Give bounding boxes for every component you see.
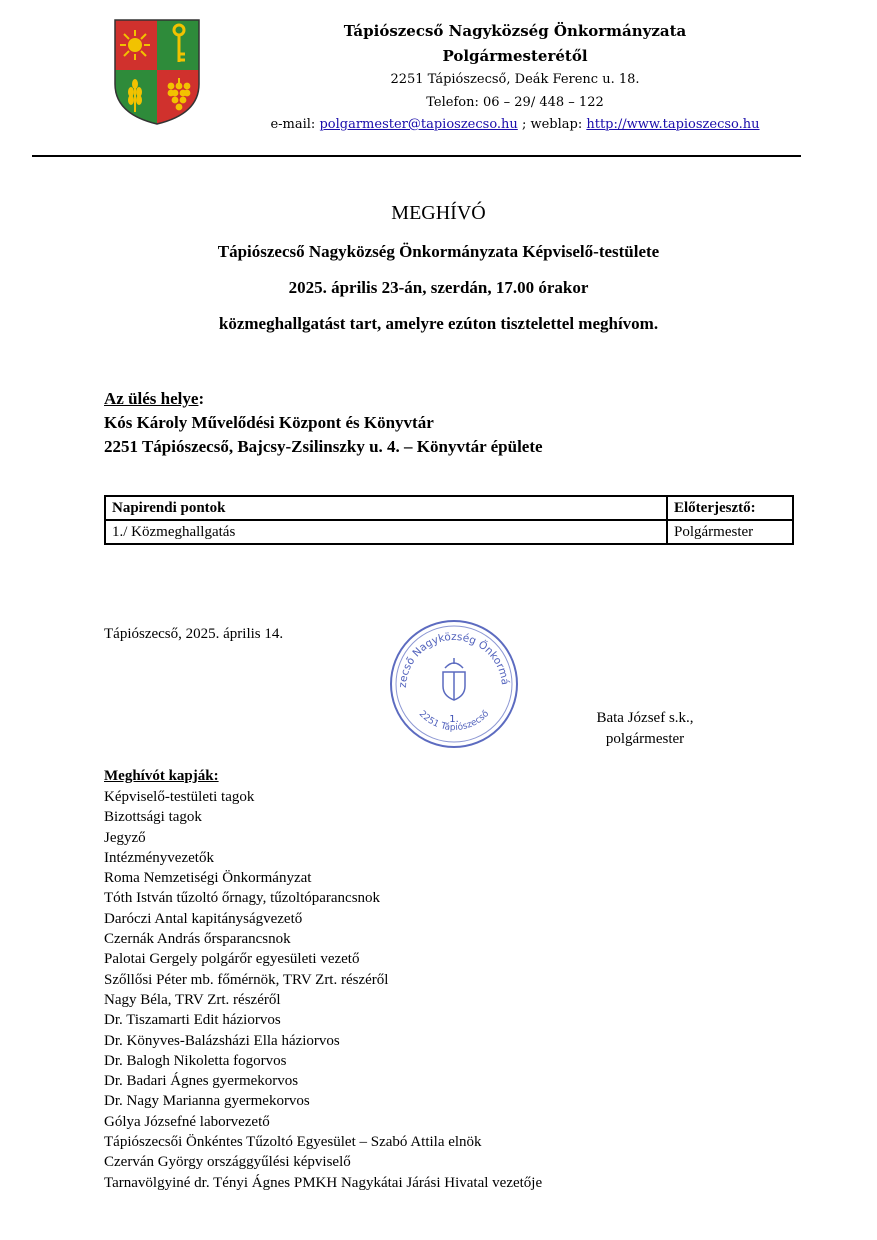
list-item: Dr. Badari Ágnes gyermekorvos [104,1073,299,1090]
list-item: Intézményvezetők [104,849,214,866]
email-label: e-mail: [270,117,316,132]
venue-colon: : [198,389,205,408]
list-item: Daróczi Antal kapitányságvezető [104,910,303,927]
list-item: Jegyző [104,829,146,846]
email-link[interactable]: polgarmester@tapioszecso.hu [319,117,518,132]
list-item: Nagy Béla, TRV Zrt. részéről [104,991,281,1008]
recipients-list [104,787,542,1193]
agenda-header-items: Napirendi pontok [105,496,667,520]
list-item: Roma Nemzetiségi Önkormányzat [104,870,312,887]
org-phone: Telefon: 06 – 29/ 448 – 122 [426,95,604,110]
table-row [105,520,793,544]
list-item: Tóth István tűzoltó őrnagy, tűzoltóparancsnok [104,890,381,907]
invitation-line-2: 2025. április 23-án, szerdán, 17.00 órakor [288,278,589,297]
office-name: Polgármesterétől [442,47,588,65]
list-item: Palotai Gergely polgárőr egyesületi vezető [104,951,360,968]
place-date: Tápiószecső, 2025. április 14. [104,626,284,642]
venue-address: 2251 Tápiószecső, Bajcsy-Zsilinszky u. 4. – Könyvtár épülete [104,437,543,456]
signer-role: polgármester [605,731,685,747]
agenda-header-presenter: Előterjesztő: [667,496,793,520]
invitation-line-1: Tápiószecső Nagyközség Önkormányzata Képviselő-testülete [217,242,660,261]
coat-of-arms-logo [113,18,201,126]
list-item: Képviselő-testületi tagok [104,789,255,805]
venue-label: Az ülés helye [104,389,199,408]
invitation-line-3: közmeghallgatást tart, amelyre ezúton tisztelettel meghívom. [218,314,659,333]
recipients-title: Meghívót kapják: [104,768,219,784]
stamp-bottom-text: 2251 Tápiószecső [416,709,492,734]
official-stamp [388,618,520,750]
org-address: 2251 Tápiószecső, Deák Ferenc u. 18. [390,72,640,87]
list-item: Dr. Tiszamarti Edit háziorvos [104,1012,281,1029]
list-item: Bizottsági tagok [104,809,202,826]
stamp-number: 1. [449,714,459,725]
agenda-presenter: Polgármester [667,520,793,544]
document-title: MEGHÍVÓ [391,202,486,224]
agenda-header-row [105,496,793,520]
list-item: Dr. Balogh Nikoletta fogorvos [104,1052,287,1069]
signer-name: Bata József s.k., [596,710,694,726]
stamp-seal-icon [388,618,520,750]
header-divider [32,155,801,157]
list-item: Szőllősi Péter mb. főmérnök, TRV Zrt. részéről [104,971,389,988]
agenda-table [104,495,794,545]
list-item: Czerván György országgyűlési képviselő [104,1154,351,1171]
list-item: Gólya Józsefné laborvezető [104,1113,270,1130]
venue-name: Kós Károly Művelődési Központ és Könyvtár [104,413,434,432]
list-item: Tarnavölgyiné dr. Tényi Ágnes PMKH Nagykátai Járási Hivatal vezetője [104,1174,543,1191]
org-name: Tápiószecső Nagyközség Önkormányzata [343,22,687,40]
website-link[interactable]: http://www.tapioszecso.hu [586,117,760,132]
svg-text:Tápiószecső Nagyközség Önkormá [388,618,511,688]
list-item: Czernák András őrsparancsnok [104,931,291,948]
crest-icon [113,18,201,126]
venue-heading [104,389,204,409]
list-item: Tápiószecsői Önkéntes Tűzoltó Egyesület – Szabó Attila elnök [104,1134,482,1151]
list-item: Dr. Nagy Marianna gyermekorvos [104,1093,310,1110]
list-item: Dr. Könyves-Balázsházi Ella háziorvos [104,1032,340,1049]
agenda-item: 1./ Közmeghallgatás [105,520,667,544]
website-label: ; weblap: [521,117,583,132]
stamp-text: zecső Nagyközség Önkormá [396,630,511,689]
contact-line [250,117,780,132]
signature-block [570,708,720,750]
